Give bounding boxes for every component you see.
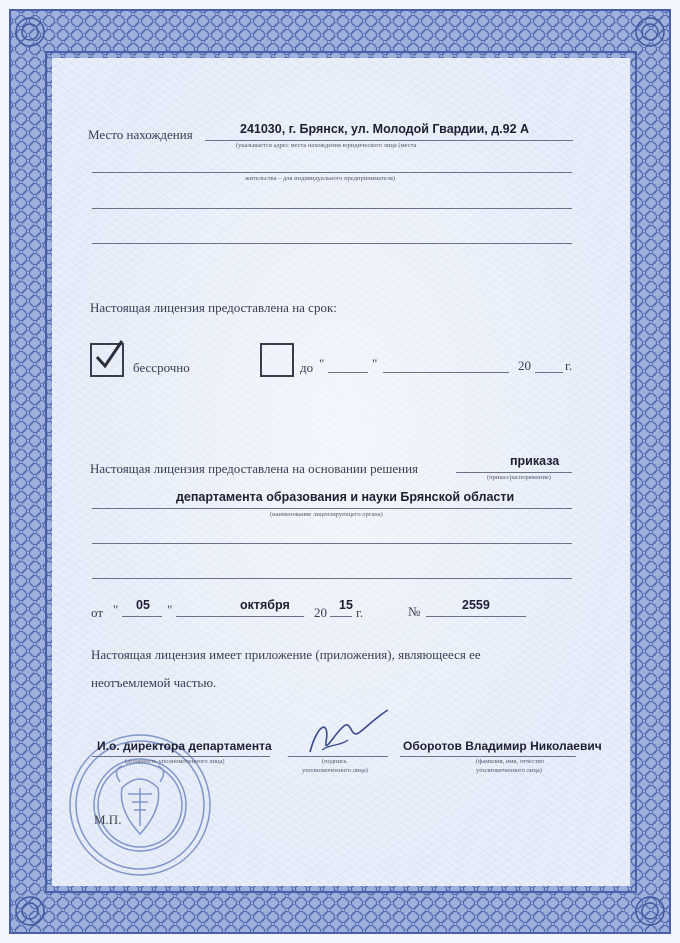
basis-authority-hint: (наименование лицензирующего органа) bbox=[270, 511, 383, 518]
location-line-4 bbox=[92, 243, 572, 244]
until-quote-2: " bbox=[372, 356, 378, 371]
signature-hint-2: уполномоченного лица) bbox=[302, 767, 368, 774]
location-label: Место нахождения bbox=[88, 127, 193, 142]
until-year-line bbox=[535, 372, 563, 373]
location-line-3 bbox=[92, 208, 572, 209]
appendix-line-2: неотъемлемой частью. bbox=[91, 675, 217, 690]
stamp-label: М.П. bbox=[94, 812, 122, 827]
basis-doc-hint: (приказ/распоряжение) bbox=[487, 474, 551, 481]
signature-line bbox=[288, 756, 388, 757]
basis-doc-line bbox=[456, 472, 572, 473]
indefinite-label: бессрочно bbox=[133, 360, 190, 375]
basis-authority: департамента образования и науки Брянской области bbox=[176, 490, 515, 504]
order-day: 05 bbox=[136, 598, 150, 612]
location-value: 241030, г. Брянск, ул. Молодой Гвардии, д.92 А bbox=[240, 122, 530, 136]
signer-position: И.о. директора департамента bbox=[97, 739, 272, 753]
order-quote-1: " bbox=[113, 602, 119, 617]
location-line-2 bbox=[92, 172, 572, 173]
until-year-prefix: 20 bbox=[518, 358, 531, 373]
signer-position-line bbox=[92, 756, 270, 757]
basis-line-2 bbox=[92, 543, 572, 544]
basis-label: Настоящая лицензия предоставлена на основании решения bbox=[90, 461, 419, 476]
signer-name-hint-1: (фамилия, имя, отчество bbox=[476, 758, 544, 765]
order-year-prefix: 20 bbox=[314, 605, 327, 620]
order-year: 15 bbox=[339, 598, 353, 612]
order-month-line bbox=[176, 616, 304, 617]
order-number-label: № bbox=[408, 604, 421, 619]
signature-hint-1: (подпись bbox=[322, 758, 347, 765]
location-hint-1: (указывается адрес места нахождения юридического лица (места bbox=[236, 142, 417, 149]
order-number-line bbox=[426, 616, 526, 617]
order-number: 2559 bbox=[462, 598, 490, 612]
order-year-line bbox=[330, 616, 352, 617]
term-label: Настоящая лицензия предоставлена на срок: bbox=[90, 300, 337, 315]
signer-name-hint-2: уполномоченного лица) bbox=[476, 767, 542, 774]
basis-authority-line bbox=[92, 508, 572, 509]
appendix-line-1: Настоящая лицензия имеет приложение (приложения), являющееся ее bbox=[91, 647, 481, 662]
order-month: октября bbox=[240, 598, 290, 612]
location-line bbox=[205, 140, 573, 141]
until-day-line bbox=[328, 372, 368, 373]
location-hint-2: жительства – для индивидуального предпринимателя) bbox=[245, 175, 396, 182]
handwritten-signature bbox=[300, 702, 392, 760]
checkmark-icon bbox=[92, 338, 126, 372]
basis-doc-type: приказа bbox=[510, 454, 560, 468]
order-from-label: от bbox=[91, 605, 104, 620]
until-month-line bbox=[383, 372, 509, 373]
order-day-line bbox=[122, 616, 162, 617]
until-checkbox[interactable] bbox=[260, 343, 294, 377]
until-year-suffix: г. bbox=[565, 358, 573, 373]
until-quote-1: " bbox=[319, 356, 325, 371]
signer-name-line bbox=[400, 756, 576, 757]
order-quote-2: " bbox=[167, 602, 173, 617]
until-label: до bbox=[300, 360, 314, 375]
signer-name: Оборотов Владимир Николаевич bbox=[403, 739, 602, 753]
basis-line-3 bbox=[92, 578, 572, 579]
order-year-suffix: г. bbox=[356, 605, 364, 620]
signer-position-hint: (должность уполномоченного лица) bbox=[125, 758, 225, 765]
